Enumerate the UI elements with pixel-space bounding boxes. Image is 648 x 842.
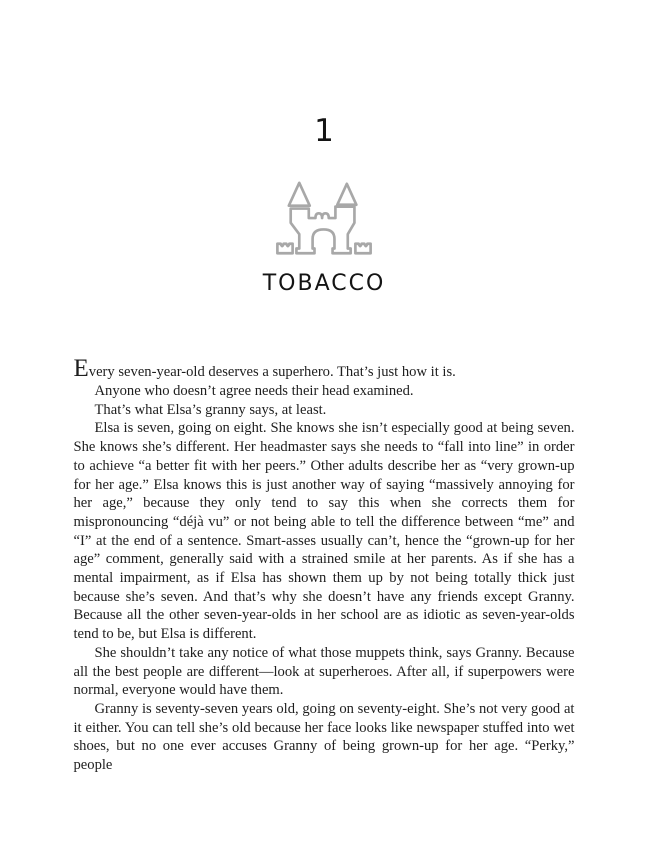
paragraph: Granny is seventy-seven years old, going on seventy-eight. She’s not very good at it either. You can tell she’s old because her face looks like newspaper stuffed into wet shoes, but no one ever accuses Granny of being grown-up for her age. “Perky,” people [73, 700, 575, 774]
paragraph: That’s what Elsa’s granny says, at least. [94, 401, 327, 418]
castle-icon-svg [274, 180, 374, 258]
paragraph: She shouldn’t take any notice of what those muppets think, says Granny. Because all the best people are different—look at superheroes. After all, if superpowers were normal, everyone would have them. [73, 644, 575, 699]
chapter-number: 1 [314, 113, 334, 149]
castle-icon [274, 180, 374, 258]
paragraph: Anyone who doesn’t agree needs their head examined. [94, 382, 414, 399]
paragraph: Elsa is seven, going on eight. She knows she isn’t especially good at being seven. She knows she’s different. Her headmaster says she needs to “fall into line” in order to achieve “a better fit with her peers.” Other adults describe her as “very grown-up for her age.” Elsa knows this is just another way of saying “massively annoying for her age,” because they only tend to say this when she corrects them for mispronouncing “déjà vu” or not being able to tell the difference between “me” and “I” at the end of a sentence. Smart-asses usually can’t, hence the “grown-up for her age” comment, generally said with a strained smile at her parents. As if she has a mental impairment, as if Elsa has shown them up by not being totally thick just because she’s seven. And that’s why she doesn’t have any friends except Granny. Because all the other seven-year-olds in her school are as idiotic as seven-year-olds tend to be, but Elsa is different. [73, 420, 575, 643]
paragraph: Every seven-year-old deserves a superhero. That’s just how it is. [73, 355, 456, 383]
chapter-title: TOBACCO [262, 271, 386, 297]
body-text [73, 355, 575, 774]
